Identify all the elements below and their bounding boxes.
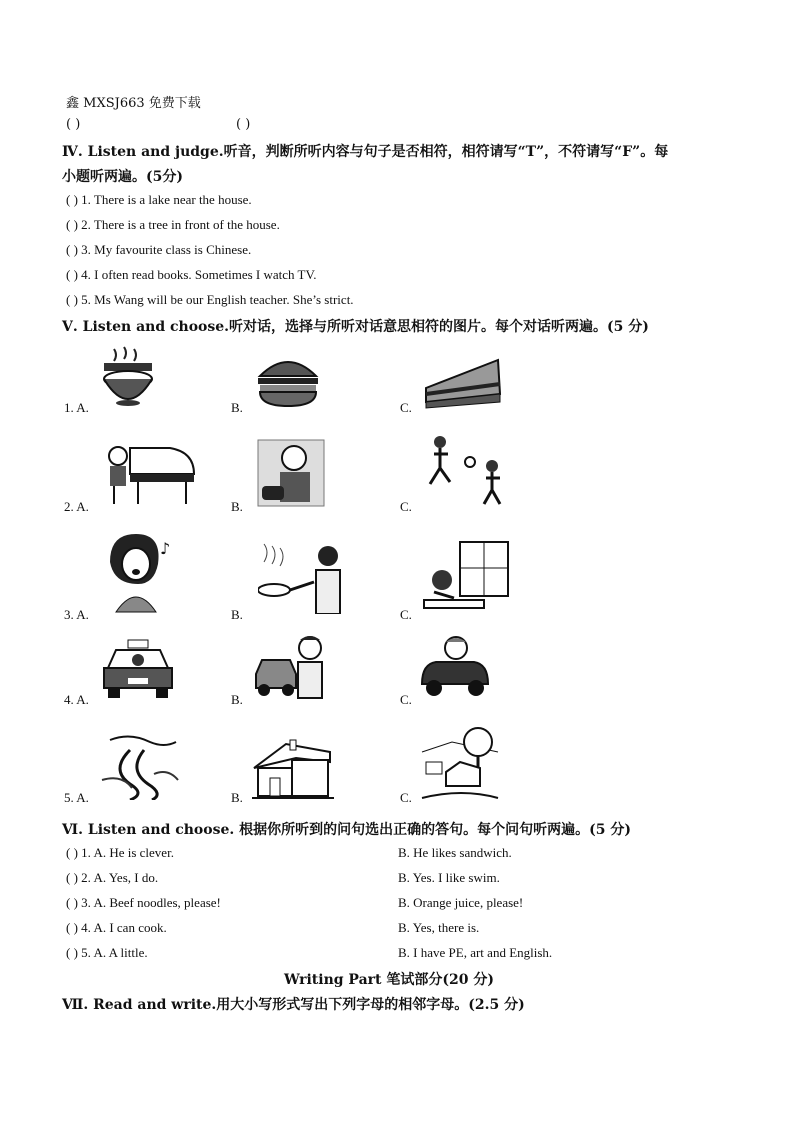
noodles-icon [100, 345, 156, 409]
cooking-woman-icon [258, 542, 348, 614]
section4-title: Ⅳ. Listen and judge.听音，判断所听内容与句子是否相符，相符请写“T”，不符请写“F”。每 [62, 144, 669, 160]
s6-item-1-a: ( ) 1. A. He is clever. [66, 845, 174, 860]
s4-item-4: ( ) 4. I often read books. Sometimes I watch TV. [66, 267, 317, 282]
s4-item-3: ( ) 3. My favourite class is Chinese. [66, 242, 252, 257]
singing-girl-icon [104, 532, 176, 614]
s4-item-1: ( ) 1. There is a lake near the house. [66, 192, 252, 207]
section4-title-cont: 小题听两遍。(5分) [62, 169, 183, 185]
car-icon [420, 634, 490, 700]
section7-title: Ⅶ. Read and write.用大小写形式写出下列字母的相邻字母。(2.5 分) [62, 997, 525, 1013]
svg-text:♪: ♪ [160, 539, 171, 558]
reading-child-icon [420, 540, 512, 614]
row2-label-c: C. [400, 499, 412, 514]
hamburger-icon [256, 352, 320, 408]
row3-label-c: C. [400, 607, 412, 622]
row1-label-c: C. [400, 400, 412, 415]
phone-call-icon [256, 438, 326, 508]
row1-label-b: B. [231, 400, 243, 415]
s6-item-3-a: ( ) 3. A. Beef noodles, please! [66, 895, 221, 910]
section5-title: Ⅴ. Listen and choose.听对话，选择与所听对话意思相符的图片。每个对话听两遍。(5 分) [62, 319, 649, 335]
s6-item-5-a: ( ) 5. A. A little. [66, 945, 148, 960]
row4-label-a: 4. A. [64, 692, 89, 707]
row5-label-b: B. [231, 790, 243, 805]
s6-item-5-b: B. I have PE, art and English. [398, 945, 553, 960]
row2-label-b: B. [231, 499, 243, 514]
village-icon [420, 722, 500, 800]
row5-label-c: C. [400, 790, 412, 805]
s6-item-4-a: ( ) 4. A. I can cook. [66, 920, 167, 935]
river-icon [100, 730, 180, 800]
row2-label-a: 2. A. [64, 499, 89, 514]
row4-label-b: B. [231, 692, 243, 707]
answer-paren-left: ( ) [66, 117, 81, 132]
writing-part-title: Writing Part 笔试部分(20 分) [284, 972, 494, 988]
answer-paren-right: ( ) [236, 117, 251, 132]
row4-label-c: C. [400, 692, 412, 707]
row1-label-a: 1. A. [64, 400, 89, 415]
row5-label-a: 5. A. [64, 790, 89, 805]
section6-title: Ⅵ. Listen and choose. 根据你所听到的问句选出正确的答句。每个问句听两遍。(5 分) [62, 822, 632, 838]
s4-item-5: ( ) 5. Ms Wang will be our English teacher. She’s strict. [66, 292, 354, 307]
house-icon [250, 738, 334, 800]
piano-player-icon [100, 442, 196, 508]
watermark-text: 鑫 MXSJ663 免费下载 [66, 96, 201, 111]
sandwich-icon [424, 358, 502, 410]
s4-item-2: ( ) 2. There is a tree in front of the house. [66, 217, 280, 232]
s6-item-2-a: ( ) 2. A. Yes, I do. [66, 870, 159, 885]
s6-item-3-b: B. Orange juice, please! [398, 895, 524, 910]
s6-item-1-b: B. He likes sandwich. [398, 845, 512, 860]
football-players-icon [420, 432, 510, 508]
row3-label-b: B. [231, 607, 243, 622]
taxi-man-icon [254, 634, 326, 700]
row3-label-a: 3. A. [64, 607, 89, 622]
s6-item-4-b: B. Yes, there is. [398, 920, 480, 935]
s6-item-2-b: B. Yes. I like swim. [398, 870, 500, 885]
taxi-icon [102, 638, 174, 700]
